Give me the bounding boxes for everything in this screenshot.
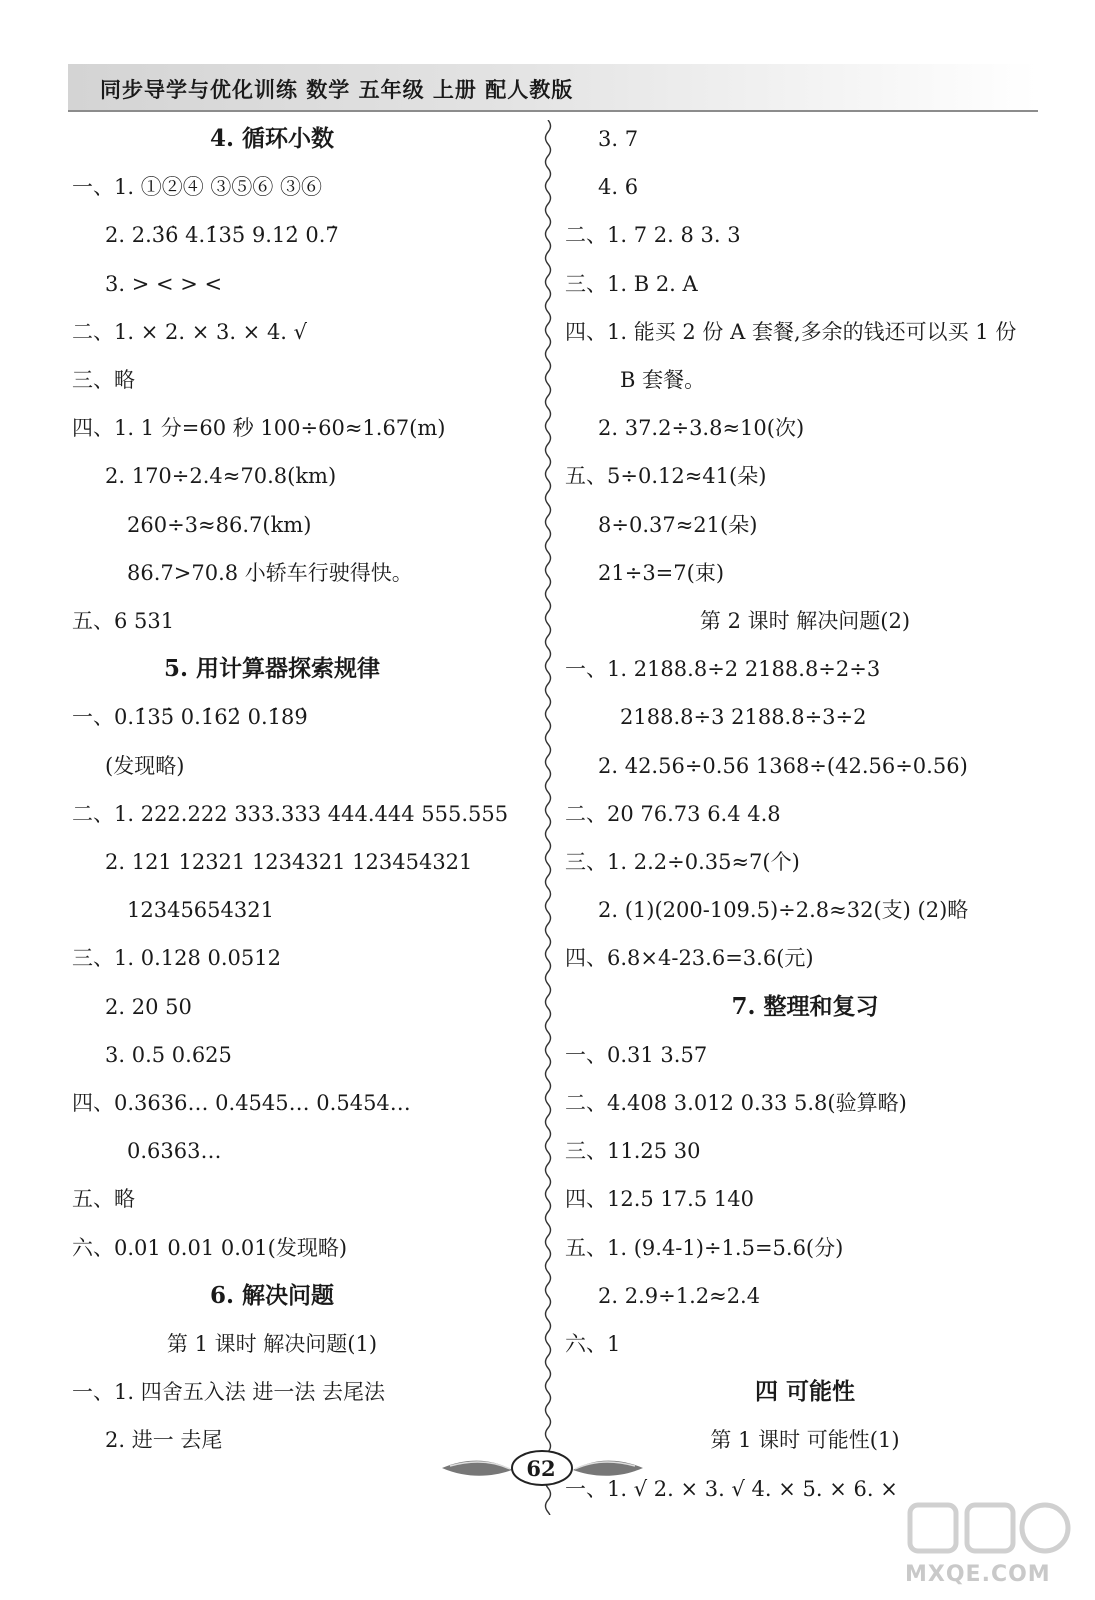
answer-line: 一、1. 四舍五入法 进一法 去尾法 — [72, 1380, 386, 1405]
answer-line: 二、1. 7 2. 8 3. 3 — [565, 223, 741, 248]
answer-line: 2. (1)(200-109.5)÷2.8≈32(支) (2)略 — [598, 898, 969, 923]
answer-line: 2. 进一 去尾 — [105, 1428, 223, 1453]
answer-line: 二、20 76.73 6.4 4.8 — [565, 801, 781, 826]
answer-line: 一、0.31 3.57 — [565, 1042, 708, 1067]
column-divider-wavy — [541, 120, 555, 1515]
answer-line: 2. 37.2÷3.8≈10(次) — [598, 416, 805, 441]
book-title: 同步导学与优化训练 数学 五年级 上册 配人教版 — [100, 77, 574, 102]
answer-line: 一、0.1̇35̇ 0.1̇62̇ 0.1̇89̇ — [72, 705, 308, 730]
section-title: 5. 用计算器探索规律 — [163, 655, 381, 683]
lesson-subtitle: 第 1 课时 可能性(1) — [710, 1428, 900, 1453]
answer-line: 21÷3=7(束) — [598, 560, 725, 585]
answer-line: 2. 2.9÷1.2≈2.4 — [598, 1283, 761, 1308]
answer-line: 2188.8÷3 2188.8÷3÷2 — [620, 705, 867, 730]
answer-line: 四、0.3636… 0.4545… 0.5454… — [72, 1091, 411, 1115]
answer-line: 2. 121 12321 1234321 123454321 — [105, 850, 473, 874]
answer-line: 四、6.8×4-23.6=3.6(元) — [565, 946, 814, 971]
answer-line: 五、6 531 — [72, 609, 175, 633]
answer-line: 12345654321 — [127, 898, 274, 923]
answer-line: 四、12.5 17.5 140 — [565, 1187, 754, 1212]
answer-line: 一、1. ①②④ ③⑤⑥ ③⑥ — [72, 175, 323, 200]
answer-line: 0.6363… — [127, 1139, 222, 1164]
answer-line: 3. 0.5 0.625 — [105, 1042, 232, 1067]
answer-line: 260÷3≈86.7(km) — [127, 512, 312, 537]
answer-line: 3. 7 — [598, 127, 639, 151]
page-number: 62 — [526, 1456, 556, 1481]
answer-line: 五、1. (9.4-1)÷1.5=5.6(分) — [565, 1235, 844, 1260]
answer-line: 二、1. 222.222 333.333 444.444 555.555 — [72, 801, 509, 826]
lesson-subtitle: 第 1 课时 解决问题(1) — [166, 1332, 378, 1356]
answer-line: 二、4.408 3.012 0.33 5.8(验算略) — [565, 1091, 907, 1115]
section-title: 四 可能性 — [754, 1378, 855, 1406]
answer-line: 一、1. √ 2. × 3. √ 4. × 5. × 6. × — [565, 1476, 898, 1501]
section-title: 4. 循环小数 — [209, 125, 335, 152]
answer-line: 4. 6 — [598, 175, 639, 200]
answer-line: 2. 42.56÷0.56 1368÷(42.56÷0.56) — [598, 753, 968, 778]
answer-line: 一、1. 2188.8÷2 2188.8÷2÷3 — [565, 657, 881, 682]
answer-line: 三、1. 2.2÷0.35≈7(个) — [565, 850, 800, 874]
answer-line: 三、1. B 2. A — [565, 271, 698, 296]
answer-line: 二、1. × 2. × 3. × 4. √ — [72, 319, 308, 344]
answer-line: 2. 2.3̇6̇ 4.1̇35̇ 9.12̇ 0.7̇ — [105, 223, 339, 248]
answer-line: 五、5÷0.12≈41(朵) — [565, 464, 767, 489]
answer-line: 三、1. 0.128 0.0512 — [72, 946, 281, 971]
answer-line: 3. > < > < — [105, 271, 223, 296]
section-title: 7. 整理和复习 — [731, 992, 879, 1020]
book-header-banner — [68, 64, 1038, 112]
answer-line: 86.7>70.8 小轿车行驶得快。 — [127, 560, 413, 585]
section-title: 6. 解决问题 — [209, 1281, 335, 1309]
answer-line: 六、1 — [565, 1332, 621, 1356]
answer-line: 2. 170÷2.4≈70.8(km) — [105, 464, 337, 489]
answer-line: 五、略 — [72, 1187, 135, 1212]
answer-line: 三、11.25 30 — [565, 1139, 701, 1164]
answer-line: (发现略) — [105, 753, 185, 778]
answer-line: 8÷0.37≈21(朵) — [598, 512, 758, 537]
lesson-subtitle: 第 2 课时 解决问题(2) — [699, 609, 911, 633]
answer-line: 六、0.01 0.01 0.01(发现略) — [72, 1235, 348, 1260]
answer-line: 四、1. 能买 2 份 A 套餐,多余的钱还可以买 1 份 — [565, 319, 1017, 344]
answer-line: 三、略 — [72, 368, 135, 392]
answer-line: B 套餐。 — [620, 368, 706, 392]
watermark-url: MXQE.COM — [905, 1562, 1051, 1587]
answer-line: 四、1. 1 分=60 秒 100÷60≈1.67(m) — [72, 416, 446, 441]
answer-line: 2. 20 50 — [105, 994, 192, 1019]
